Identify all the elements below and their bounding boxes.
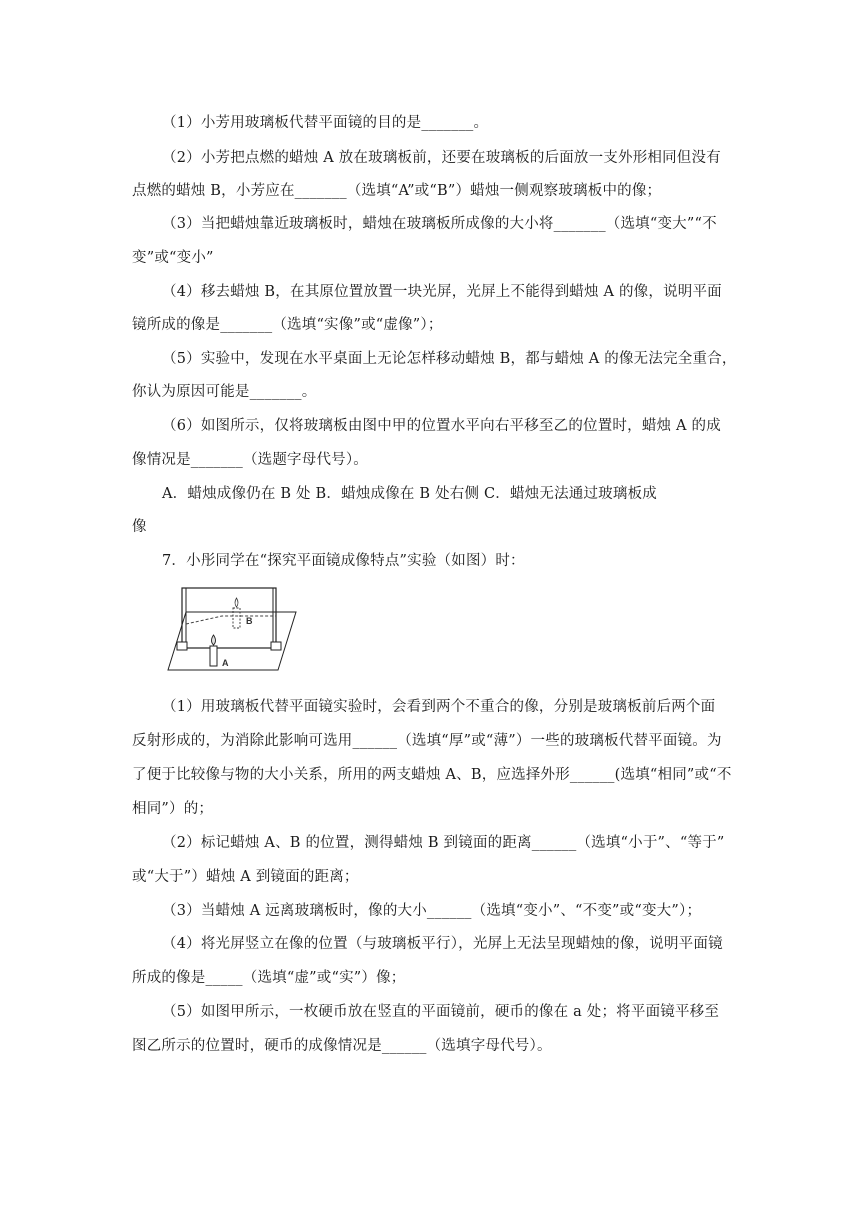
q7-1-line-1: （1）用玻璃板代替平面镜实验时，会看到两个不重合的像，分别是玻璃板前后两个面 <box>162 699 716 715</box>
table-plane <box>168 612 296 670</box>
right-stand <box>271 642 281 650</box>
q7-3-line: （3）当蜡烛 A 远离玻璃板时，像的大小______（选填“变小”、“不变”或“变大”）； <box>162 903 702 919</box>
q6-options: A．蜡烛成像仍在 B 处 B．蜡烛成像在 B 处右侧 C．蜡烛无法通过玻璃板成 <box>162 486 657 502</box>
q3-line-1: （3）当把蜡烛靠近玻璃板时，蜡烛在玻璃板所成像的大小将_______（选填“变大”“不 <box>162 216 717 232</box>
q7-2-line-1: （2）标记蜡烛 A、B 的位置，测得蜡烛 B 到镜面的距离______（选填“小于”、“等于” <box>162 835 725 851</box>
q7-2-line-2: 或“大于”）蜡烛 A 到镜面的距离； <box>132 869 359 885</box>
q3-line-2: 变”或“变小” <box>132 250 214 266</box>
label-a: A <box>222 658 229 668</box>
glass-plate <box>182 588 276 648</box>
q6-line-1: （6）如图所示，仅将玻璃板由图中甲的位置水平向右平移至乙的位置时，蜡烛 A 的成 <box>162 418 721 434</box>
q2-line-1: （2）小芳把点燃的蜡烛 A 放在玻璃板前，还要在玻璃板的后面放一支外形相同但没有 <box>162 150 721 166</box>
q7-1-line-2: 反射形成的，为消除此影响可选用______（选填“厚”或“薄”）一些的玻璃板代替平面镜。为 <box>132 733 722 749</box>
q7-4-line-2: 所成的像是_____（选填“虚”或“实”）像； <box>132 970 406 986</box>
left-stand <box>177 642 187 650</box>
q2-line-2: 点燃的蜡烛 B，小芳应在_______（选填“A”或“B”）蜡烛一侧观察玻璃板中的像； <box>132 183 662 199</box>
q7-1-line-4: 相同”）的； <box>132 801 214 817</box>
q7-1-line-3: 了便于比较像与物的大小关系，所用的两支蜡烛 A、B，应选择外形______(选填“相同”或“不 <box>132 767 732 783</box>
q4-line-1: （4）移去蜡烛 B，在其原位置放置一块光屏，光屏上不能得到蜡烛 A 的像，说明平面 <box>162 284 722 300</box>
q6-line-2: 像情况是_______（选题字母代号）。 <box>132 452 368 468</box>
candle-a <box>210 646 217 666</box>
question-7-stem: 7．小彤同学在“探究平面镜成像特点”实验（如图）时： <box>162 553 525 569</box>
q7-5-line-2: 图乙所示的位置时，硬币的成像情况是______（选填字母代号）。 <box>132 1038 552 1054</box>
q5-line-2: 你认为原因可能是_______。 <box>132 384 317 400</box>
q5-line-1: （5）实验中，发现在水平桌面上无论怎样移动蜡烛 B，都与蜡烛 A 的像无法完全重合， <box>162 351 737 367</box>
label-b: B <box>246 616 253 626</box>
q7-5-line-1: （5）如图甲所示，一枚硬币放在竖直的平面镜前，硬币的像在 a 处；将平面镜平移至 <box>162 1004 720 1020</box>
q7-4-line-1: （4）将光屏竖立在像的位置（与玻璃板平行），光屏上无法呈现蜡烛的像，说明平面镜 <box>162 936 723 952</box>
candle-b <box>233 608 240 628</box>
reflection-line <box>186 616 276 624</box>
q4-line-2: 镜所成的像是_______（选填“实像”或“虚像”）； <box>132 317 443 333</box>
candle-a-flame <box>212 635 216 645</box>
q1-line: （1）小芳用玻璃板代替平面镜的目的是_______。 <box>162 115 489 131</box>
q6-options-cont: 像 <box>132 519 147 535</box>
candle-b-flame <box>235 598 238 607</box>
experiment-diagram <box>160 580 300 676</box>
mirror-experiment-figure <box>160 580 300 676</box>
